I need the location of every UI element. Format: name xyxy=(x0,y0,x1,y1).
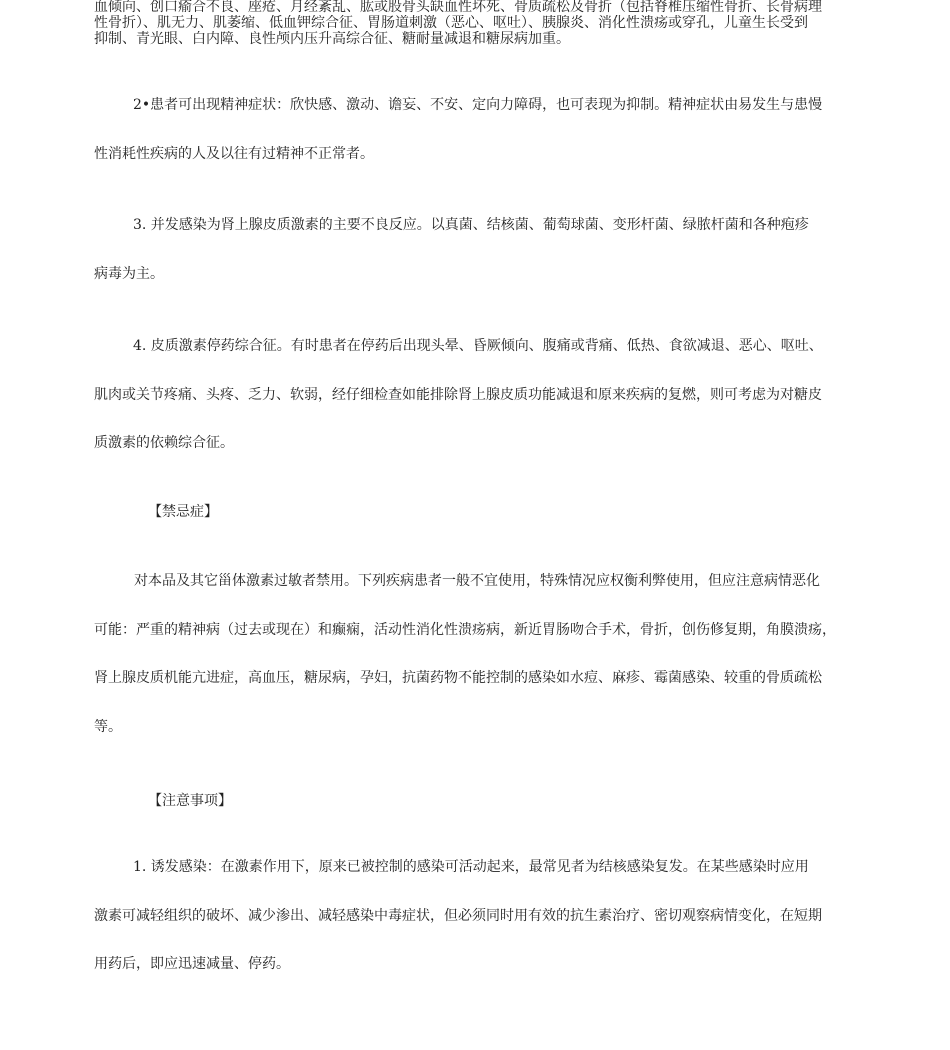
text-line: 1. 诱发感染：在激素作用下，原来已被控制的感染可活动起来，最常见者为结核感染复发。在某些感染时应用 xyxy=(133,859,809,875)
text-line: 可能：严重的精神病（过去或现在）和癫痫，活动性消化性溃疡病，新近胃肠吻合手术，骨折，创伤修复期，角膜溃疡， xyxy=(94,621,836,638)
precaution-item-1 xyxy=(94,857,856,974)
text-line: 性骨折）、肌无力、肌萎缩、低血钾综合征、胃肠道刺激（恶心、呕吐）、胰腺炎、消化性溃疡或穿孔，儿童生长受到 xyxy=(94,15,808,31)
text-line: 2•患者可出现精神症状：欣快感、激动、谵妄、不安、定向力障碍，也可表现为抑制。精神症状由易发生与患慢 xyxy=(133,97,823,113)
text-line: 用药后，即应迅速减量、停药。 xyxy=(94,956,290,972)
text-line: 性消耗性疾病的人及以往有过精神不正常者。 xyxy=(94,145,374,162)
text-line: 4. 皮质激素停药综合征。有时患者在停药后出现头晕、昏厥倾向、腹痛或背痛、低热、食欲减退、恶心、呕吐、 xyxy=(133,338,823,354)
contraindications-paragraph xyxy=(94,571,856,737)
text-line: 抑制、青光眼、白内障、良性颅内压升高综合征、糖耐量减退和糖尿病加重。 xyxy=(94,31,570,47)
adverse-reaction-item-3 xyxy=(94,215,856,284)
text-line: 等。 xyxy=(94,718,122,735)
text-line: 对本品及其它甾体激素过敏者禁用。下列疾病患者一般不宜使用，特殊情况应权衡利弊使用，但应注意病情恶化 xyxy=(134,573,820,589)
adverse-reactions-paragraph-continued xyxy=(94,0,856,47)
text-line: 肌肉或关节疼痛、头疼、乏力、软弱，经仔细检查如能排除肾上腺皮质功能减退和原来疾病的复燃，则可考虑为对糖皮 xyxy=(94,386,822,403)
text-line: 激素可减轻组织的破坏、减少渗出、减轻感染中毒症状，但必须同时用有效的抗生素治疗、密切观察病情变化，在短期 xyxy=(94,907,822,924)
contraindications-heading: 【禁忌症】 xyxy=(148,504,218,520)
precautions-heading: 【注意事项】 xyxy=(148,793,232,809)
text-line: 血倾向、创口瘉合不良、座疮、月经紊乱、肱或股骨头缺血性坏死、骨质疏松及骨折（包括脊椎压缩性骨折、长骨病理 xyxy=(94,0,822,15)
text-line: 质激素的依赖综合征。 xyxy=(94,435,234,451)
text-line: 病毒为主。 xyxy=(94,265,164,282)
text-line: 3. 并发感染为肾上腺皮质激素的主要不良反应。以真菌、结核菌、葡萄球菌、变形杆菌、绿脓杆菌和各种疱疹 xyxy=(133,217,809,233)
adverse-reaction-item-2 xyxy=(94,95,856,164)
text-line: 肾上腺皮质机能亢进症，高血压，糖尿病，孕妇，抗菌药物不能控制的感染如水痘、麻疹、霉菌感染、较重的骨质疏松 xyxy=(94,670,822,686)
adverse-reaction-item-4 xyxy=(94,336,856,453)
